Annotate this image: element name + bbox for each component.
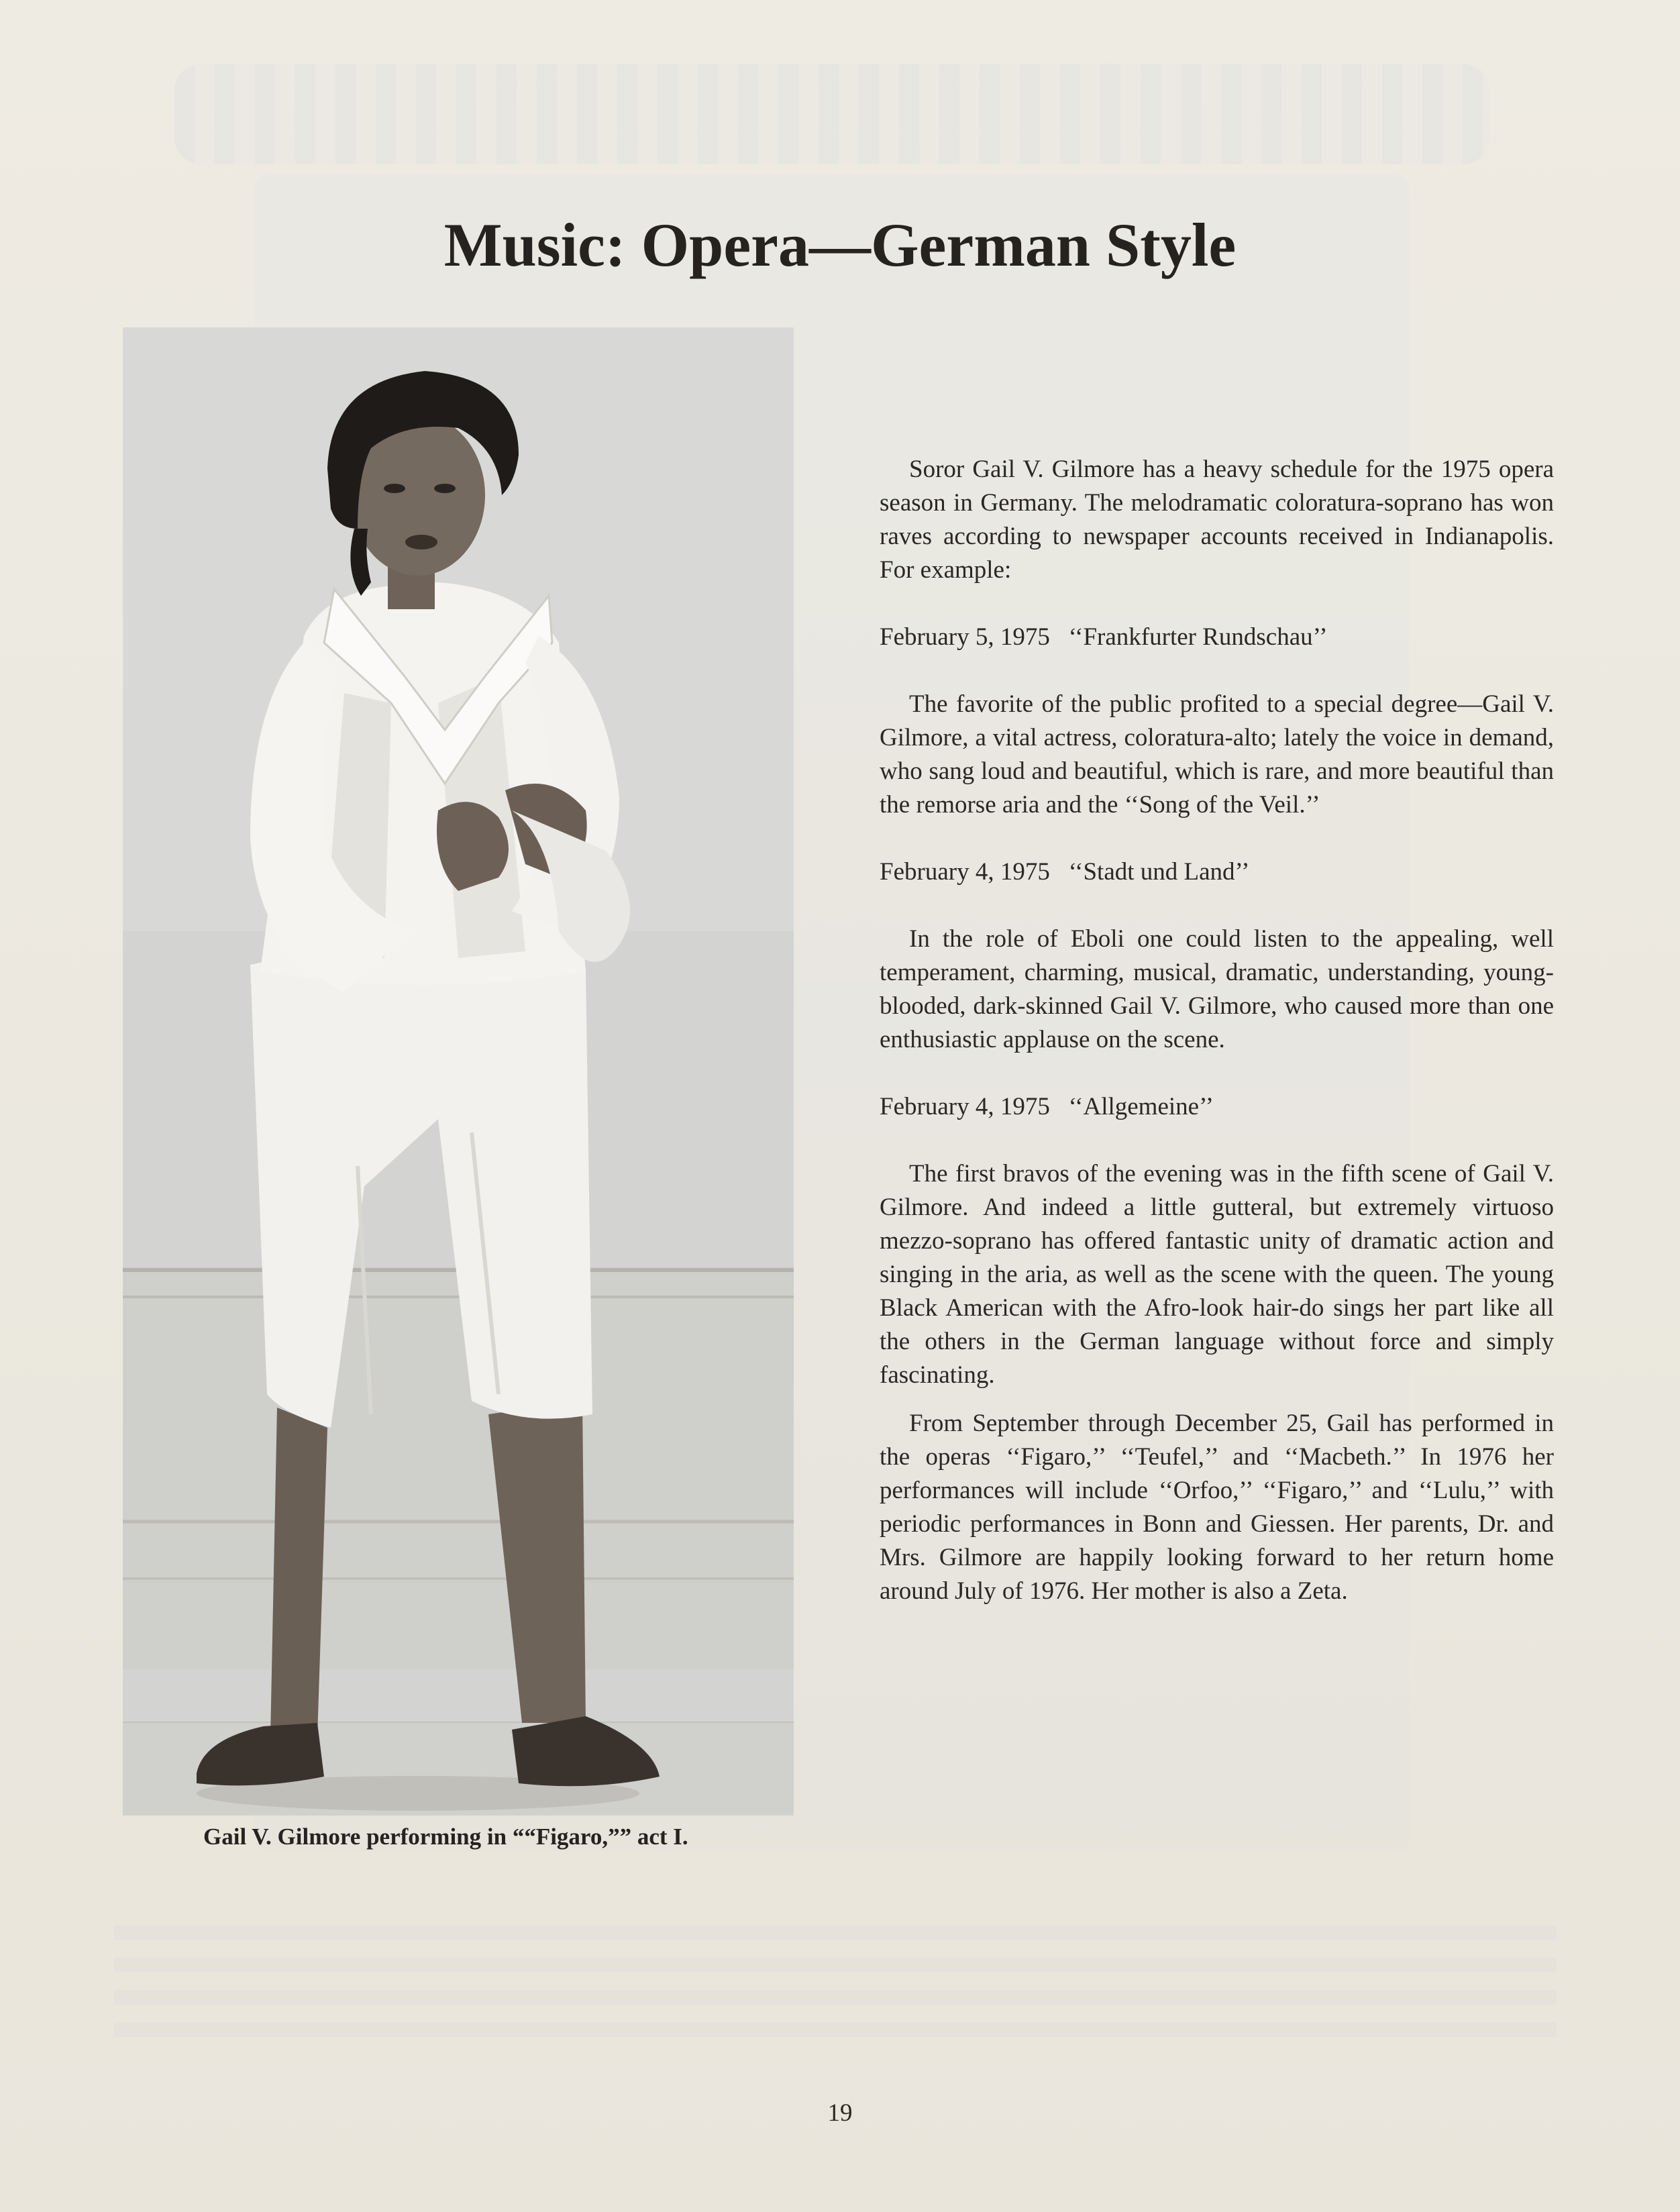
reverse-page-show-through (114, 1926, 1557, 2040)
performer-photo (123, 327, 794, 1815)
page-number: 19 (827, 2099, 853, 2127)
intro-paragraph: Soror Gail V. Gilmore has a heavy schedule for the 1975 opera season in Germany. The melodramatic coloratura-soprano has won raves according to newspaper accounts received in Indianapolis. For example: (880, 456, 1554, 584)
review-source: ‘‘Stadt und Land’’ (1068, 858, 1250, 886)
review-dateline (880, 621, 1554, 654)
review-date: February 5, 1975 (880, 623, 1050, 651)
review-paragraph: In the role of Eboli one could listen to the appealing, well temperament, charming, musical, dramatic, understanding, young-blooded, dark-skinned Gail V. Gilmore, who caused more than one enthusiastic applause on the scene. (880, 925, 1554, 1053)
article-body (880, 453, 1554, 1608)
review-paragraph: The favorite of the public profited to a special degree—Gail V. Gilmore, a vital actress, coloratura-alto; lately the voice in demand, who sang loud and beautiful, which is rare, and more beautiful than the remorse aria and the ‘‘Song of the Veil.’’ (880, 690, 1554, 819)
reverse-page-show-through (174, 64, 1489, 164)
review-dateline (880, 1090, 1554, 1124)
review-date: February 4, 1975 (880, 1093, 1050, 1120)
review-source: ‘‘Frankfurter Rundschau’’ (1068, 623, 1328, 651)
review-paragraph: The first bravos of the evening was in the fifth scene of Gail V. Gilmore. And indeed a little gutteral, but extremely virtuoso mezzo-soprano has offered fantastic unity of dramatic action and singing in the aria, as well as the scene with the queen. The young Black American with the Afro-look hair-do sings her part like all the others in the German language without force and simply fascinating. (880, 1160, 1554, 1389)
photo-caption: Gail V. Gilmore performing in ““Figaro,”” act I. (203, 1824, 688, 1850)
review-dateline (880, 855, 1554, 889)
review-date: February 4, 1975 (880, 858, 1050, 886)
review-source: ‘‘Allgemeine’’ (1068, 1093, 1214, 1120)
closing-paragraph: From September through December 25, Gail has performed in the operas ‘‘Figaro,’’ ‘‘Teufel,’’ and ‘‘Macbeth.’’ In 1976 her performances will include ‘‘Orfoo,’’ ‘‘Figaro,’’ and ‘‘Lulu,’’ with periodic performances in Bonn and Giessen. Her parents, Dr. and Mrs. Gilmore are happily looking forward to her return home around July of 1976. Her mother is also a Zeta. (880, 1410, 1554, 1605)
article-title: Music: Opera—German Style (443, 211, 1237, 279)
